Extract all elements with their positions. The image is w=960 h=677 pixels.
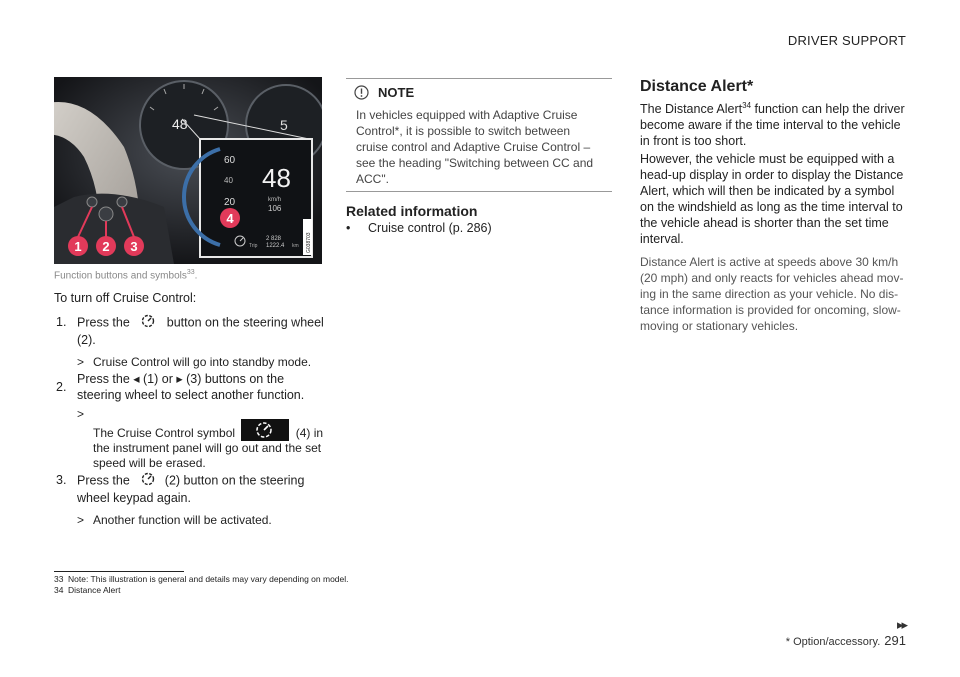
- step-2-result-pre: The Cruise Control symbol: [93, 426, 236, 440]
- cruise-button-icon: [141, 472, 155, 490]
- callout-2: 2: [102, 239, 110, 254]
- step-3-text-post: (2) button on the steering: [164, 473, 305, 488]
- result-marker: >: [77, 407, 85, 421]
- speed-sub-readout: 106: [268, 204, 282, 213]
- distance-p1-post: function can help the driver become aware if the time interval to the vehicle in front is too short.: [640, 102, 905, 149]
- related-bullet: •: [346, 221, 351, 235]
- distance-p3-line: (20 mph) and only reacts for vehicles ahead mov-: [640, 271, 904, 285]
- right-gauge-readout: 5: [280, 117, 288, 133]
- distance-alert-paragraph-1: [640, 98, 908, 149]
- page-footer: [786, 633, 906, 648]
- caption-suffix: .: [194, 270, 198, 282]
- note-box: [346, 78, 612, 192]
- trip-label: Trip: [249, 243, 258, 249]
- step-2-text: Press the ◂ (1) or ▸ (3) buttons on the steering wheel to select another function.: [77, 372, 305, 402]
- dashboard-graphic: [54, 77, 322, 264]
- callout-1: 1: [74, 239, 82, 254]
- step-3: [56, 472, 324, 528]
- related-list: [346, 220, 492, 236]
- step-3-number: 3.: [56, 473, 67, 487]
- distance-p1-pre: The Distance Alert: [640, 102, 743, 117]
- step-2: [56, 371, 324, 471]
- note-title: NOTE: [378, 85, 415, 100]
- footnote-text: Note: This illustration is general and details may vary depending on model.: [68, 574, 349, 584]
- step-1: [56, 314, 324, 370]
- callout-3: 3: [130, 239, 138, 254]
- distance-footnote-ref: 34: [742, 101, 752, 110]
- step-1-text-pre: Press the: [77, 315, 130, 330]
- large-speed-readout: 48: [262, 163, 291, 193]
- distance-p3-line: Distance Alert is active at speeds above 30 km/h: [640, 255, 899, 269]
- step-3-text-pre: Press the: [77, 473, 130, 488]
- callout-4: 4: [226, 211, 234, 226]
- gauge-tick-40: 40: [224, 176, 233, 185]
- small-speed-readout: 48: [172, 116, 188, 132]
- caption-text: Function buttons and symbols: [54, 270, 187, 282]
- distance-p3-line: moving or stationary vehicles.: [640, 319, 799, 333]
- footnote-34: [54, 585, 120, 595]
- intro-text: To turn off Cruise Control:: [54, 291, 197, 305]
- note-body: In vehicles equipped with Adaptive Cruise Control*, it is possible to switch between cruise control and Adaptive Cruise Control – see the heading "Switching between CC and ACC".: [356, 108, 594, 186]
- caption-footnote-ref: 33: [186, 269, 195, 276]
- speed-unit: km/h: [268, 197, 282, 203]
- next-page-arrow-icon[interactable]: ▸▸: [896, 617, 906, 632]
- trip-odometer: 2 828: [266, 236, 282, 242]
- result-marker: >: [77, 355, 85, 369]
- image-code: G038703: [306, 232, 312, 253]
- result-marker: >: [77, 513, 85, 527]
- distance-alert-paragraph-3: [640, 254, 920, 334]
- step-1-number: 1.: [56, 315, 67, 329]
- related-title: Related information: [346, 203, 478, 219]
- related-link-cruise-control[interactable]: Cruise control (p. 286): [368, 221, 492, 235]
- cruise-button-icon: [141, 314, 155, 332]
- step-2-number: 2.: [56, 380, 67, 394]
- figure-caption: [54, 269, 197, 281]
- trip-unit: km: [292, 243, 299, 249]
- gauge-tick-60: 60: [224, 155, 236, 166]
- gauge-tick-20: 20: [224, 197, 236, 208]
- step-1-text-post: button on the steering wheel (2).: [77, 315, 324, 347]
- distance-alert-title: Distance Alert*: [640, 78, 754, 95]
- distance-p3-line: tance information is provided for oncoming, slow-: [640, 303, 901, 317]
- section-header: DRIVER SUPPORT: [787, 33, 906, 48]
- footnote-number: 34: [54, 585, 64, 595]
- page-number: 291: [884, 633, 906, 648]
- distance-alert-paragraph-2: However, the vehicle must be equipped with a head-up display in order to display the Distance Alert, which will then be indicated by a symbol on the windshield as long as the time interval to the vehicle ahead is shorter than the set time interval.: [640, 152, 904, 246]
- footnote-text: Distance Alert: [68, 585, 121, 595]
- step-2-result-post: (4) in: [295, 426, 324, 440]
- cruise-control-symbol-icon: [241, 419, 289, 441]
- instrument-panel-illustration: [54, 77, 322, 264]
- step-2-result-cont: the instrument panel will go out and the set speed will be erased.: [93, 441, 322, 470]
- step-3-text-cont: wheel keypad again.: [77, 491, 191, 505]
- footnote-33: [54, 574, 349, 584]
- footnote-number: 33: [54, 574, 64, 584]
- step-3-result: Another function will be activated.: [93, 513, 272, 527]
- trip-value: 1222.4: [266, 243, 285, 249]
- option-accessory-note: * Option/accessory.: [785, 636, 881, 648]
- info-icon: [354, 85, 369, 105]
- step-1-result: Cruise Control will go into standby mode.: [93, 355, 312, 369]
- distance-p3-line: ing in the same direction as your vehicle. No dis-: [640, 287, 899, 301]
- footnote-divider: [54, 571, 184, 572]
